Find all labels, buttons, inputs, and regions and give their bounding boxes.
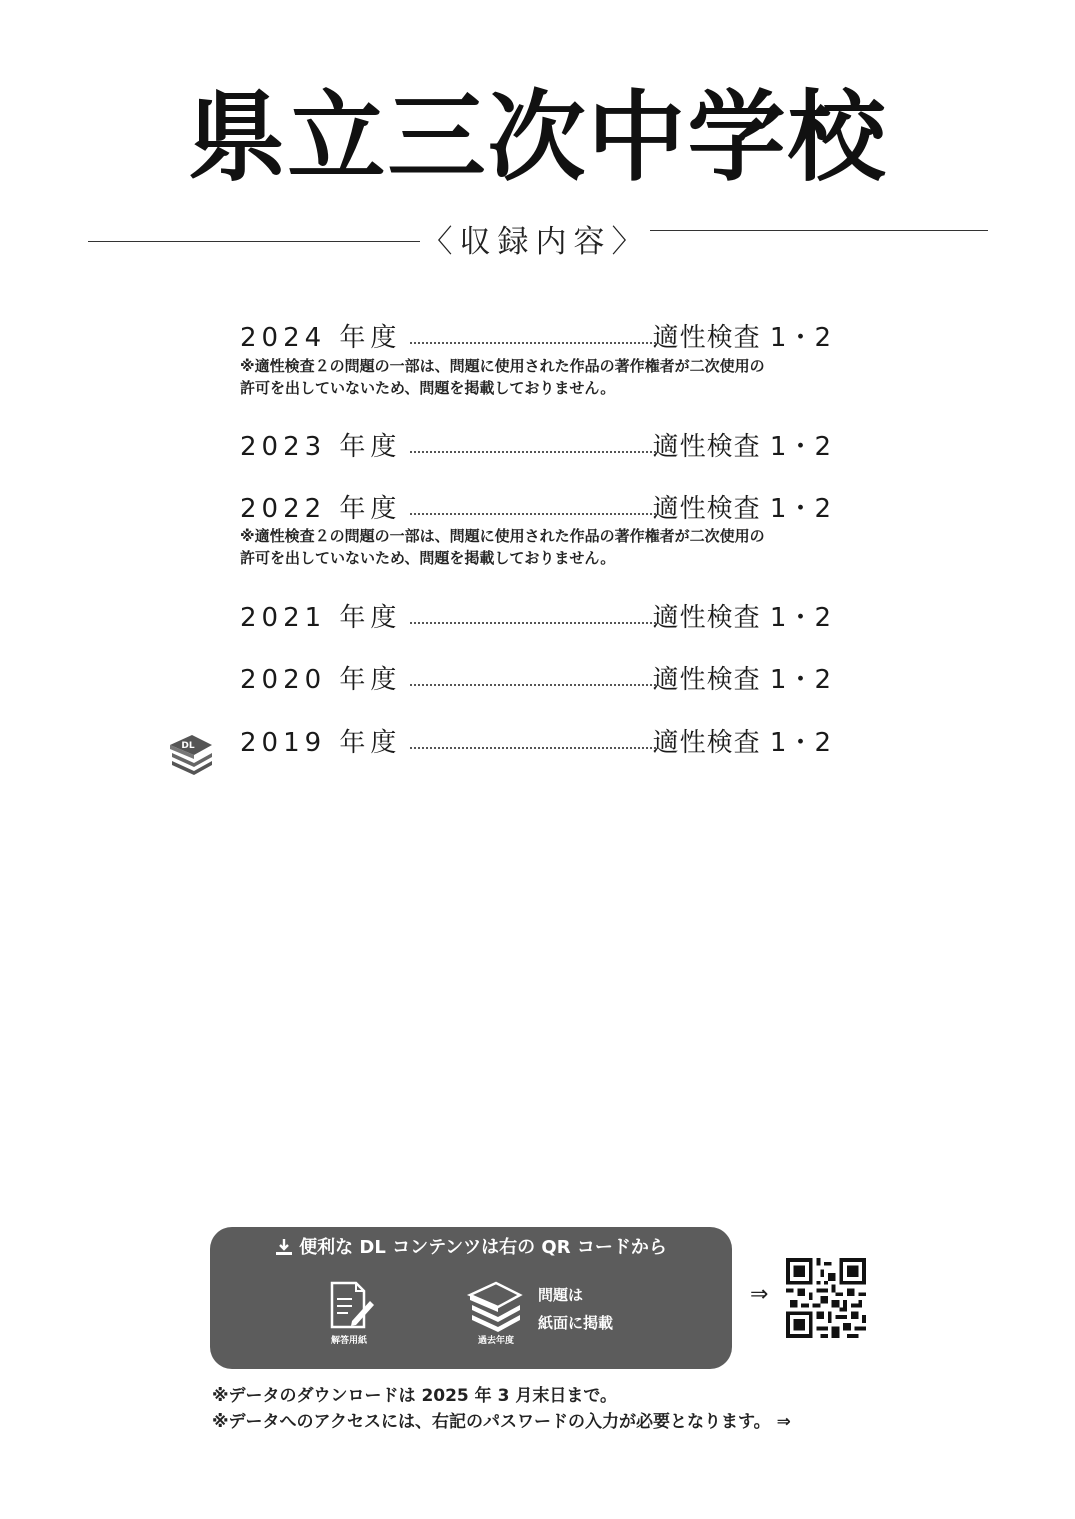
- answer-sheet-item: [322, 1277, 376, 1347]
- year-label: 2020 年度: [240, 665, 402, 695]
- answer-sheet-icon: [322, 1277, 376, 1333]
- divider-left: [88, 241, 420, 242]
- contents-row: [240, 660, 832, 700]
- contents-note: [240, 525, 840, 569]
- year-label: 2024 年度: [240, 323, 402, 353]
- section-label: 〈収録内容〉: [421, 224, 650, 260]
- qr-code[interactable]: [786, 1258, 866, 1338]
- leader-dots: [410, 622, 656, 624]
- contents-row: [240, 598, 832, 638]
- leader-dots: [410, 513, 656, 515]
- arrow-icon: ⇒: [750, 1282, 769, 1307]
- note-line: ※適性検査２の問題の一部は、問題に使用された作品の著作権者が二次使用の: [240, 357, 765, 375]
- divider-right: [650, 230, 988, 231]
- exam-label: 適性検査 1・2: [652, 603, 832, 633]
- exam-label: 適性検査 1・2: [652, 432, 832, 462]
- footnote-download-deadline: ※データのダウンロードは 2025 年 3 月末日まで。: [212, 1386, 618, 1406]
- leader-dots: [410, 342, 656, 344]
- exam-label: 適性検査 1・2: [652, 665, 832, 695]
- banner-heading: [210, 1235, 732, 1261]
- year-label: 2022 年度: [240, 494, 402, 524]
- books-icon: [466, 1277, 526, 1333]
- dl-banner: [210, 1227, 732, 1369]
- year-label: 2019 年度: [240, 728, 402, 758]
- leader-dots: [410, 684, 656, 686]
- exam-label: 適性検査 1・2: [652, 728, 832, 758]
- paper-note: [538, 1281, 613, 1337]
- dl-books-icon: [166, 731, 216, 775]
- paper-note-line: 紙面に掲載: [538, 1314, 614, 1332]
- footnote-password: ※データへのアクセスには、右記のパスワードの入力が必要となります。 ⇒: [212, 1412, 791, 1432]
- exam-label: 適性検査 1・2: [652, 323, 832, 353]
- note-line: ※適性検査２の問題の一部は、問題に使用された作品の著作権者が二次使用の: [240, 527, 765, 545]
- note-line: 許可を出していないため、問題を掲載しておりません。: [240, 379, 616, 397]
- banner-heading-text: 便利な DL コンテンツは右の QR コードから: [299, 1237, 667, 1258]
- paper-note-line: 問題は: [538, 1286, 584, 1304]
- svg-text:DL: DL: [181, 741, 195, 751]
- section-header: [88, 218, 988, 268]
- contents-row: [240, 489, 832, 529]
- leader-dots: [410, 451, 656, 453]
- leader-dots: [410, 747, 656, 749]
- download-icon: [275, 1238, 293, 1256]
- past-years-caption: 過去年度: [477, 1336, 514, 1346]
- note-line: 許可を出していないため、問題を掲載しておりません。: [240, 549, 616, 567]
- year-label: 2023 年度: [240, 432, 402, 462]
- contents-row: [240, 318, 832, 358]
- exam-label: 適性検査 1・2: [652, 494, 832, 524]
- school-title: 県立三次中学校: [187, 81, 888, 195]
- contents-note: [240, 355, 840, 399]
- answer-sheet-caption: 解答用紙: [330, 1336, 367, 1346]
- contents-row: [240, 427, 832, 467]
- contents-row: [240, 723, 832, 763]
- past-years-item: [466, 1277, 526, 1347]
- year-label: 2021 年度: [240, 603, 402, 633]
